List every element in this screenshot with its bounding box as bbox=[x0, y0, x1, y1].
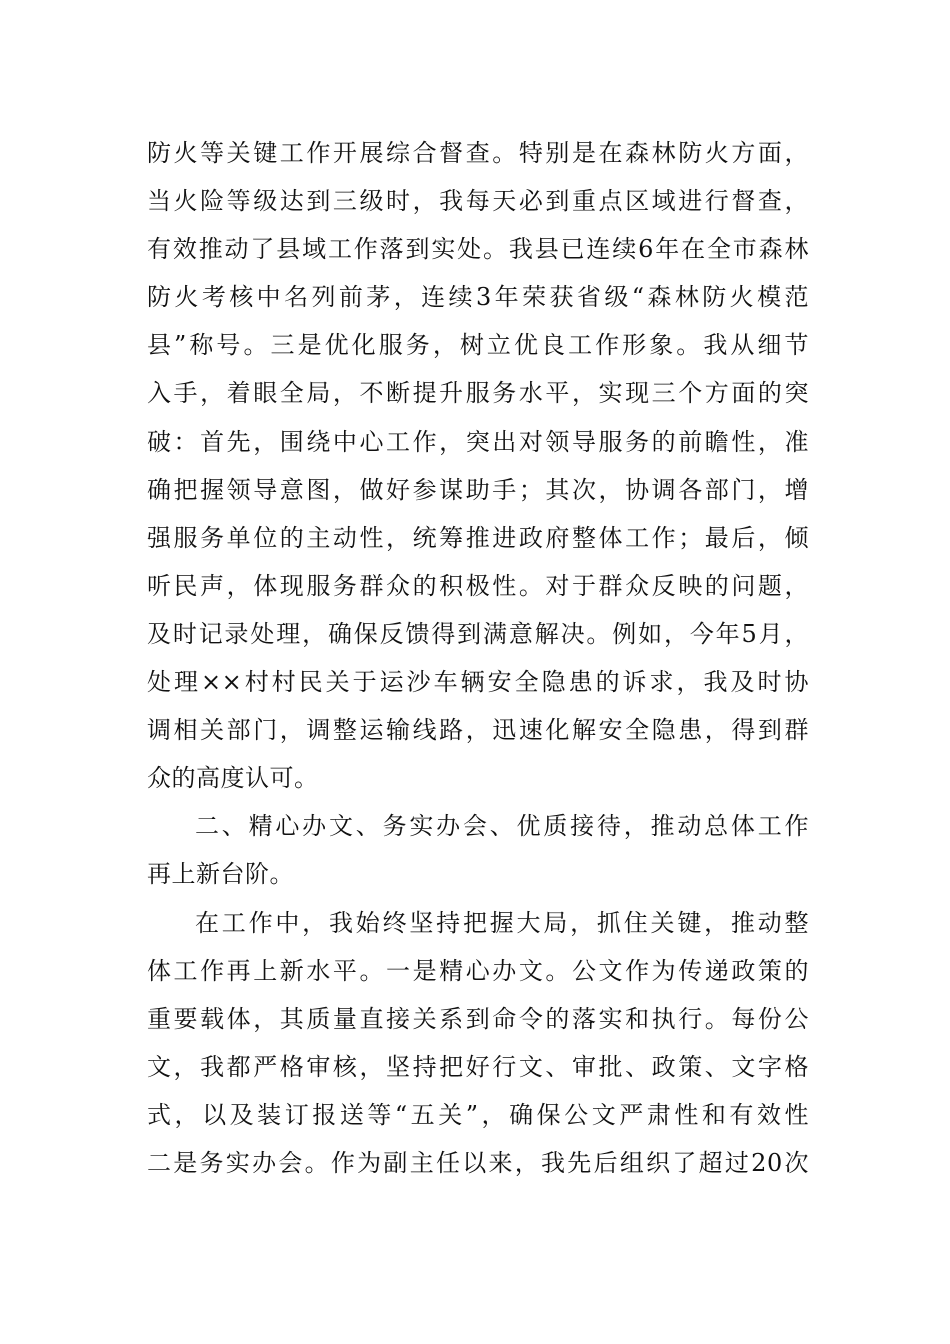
text-line: 破：首先，围绕中心工作，突出对领导服务的前瞻性，准 bbox=[147, 427, 809, 456]
text-line: 有效推动了县域工作落到实处。我县已连续6年在全市森林 bbox=[147, 235, 809, 264]
text-line: 调相关部门，调整运输线路，迅速化解安全隐患，得到群 bbox=[147, 716, 809, 745]
text-line: 二是务实办会。作为副主任以来，我先后组织了超过20次 bbox=[147, 1148, 809, 1177]
text-line: 处理××村村民关于运沙车辆安全隐患的诉求，我及时协 bbox=[147, 668, 809, 697]
text-line: 文，我都严格审核，坚持把好行文、审批、政策、文字格 bbox=[147, 1052, 809, 1081]
text-line: 防火等关键工作开展综合督查。特别是在森林防火方面， bbox=[147, 139, 809, 167]
text-line: 强服务单位的主动性，统筹推进政府整体工作；最后，倾 bbox=[147, 523, 809, 552]
text-line: 体工作再上新水平。一是精心办文。公文作为传递政策的 bbox=[147, 956, 809, 985]
text-line: 入手，着眼全局，不断提升服务水平，实现三个方面的突 bbox=[147, 379, 809, 408]
text-line: 听民声，体现服务群众的积极性。对于群众反映的问题， bbox=[147, 571, 809, 600]
text-line: 在工作中，我始终坚持把握大局，抓住关键，推动整 bbox=[195, 908, 809, 937]
text-line: 式，以及装订报送等“五关”，确保公文严肃性和有效性 bbox=[147, 1100, 809, 1129]
text-line: 重要载体，其质量直接关系到命令的落实和执行。每份公 bbox=[147, 1004, 809, 1033]
section-heading-line: 二、精心办文、务实办会、优质接待，推动总体工作 bbox=[195, 812, 809, 841]
text-line: 确把握领导意图，做好参谋助手；其次，协调各部门，增 bbox=[147, 475, 809, 504]
document-body bbox=[147, 129, 809, 1187]
section-heading-line: 再上新台阶。 bbox=[147, 860, 294, 889]
text-line: 及时记录处理，确保反馈得到满意解决。例如，今年5月， bbox=[147, 619, 809, 648]
text-line: 当火险等级达到三级时，我每天必到重点区域进行督查， bbox=[147, 187, 809, 216]
text-line: 防火考核中名列前茅，连续3年荣获省级“森林防火模范 bbox=[147, 283, 809, 312]
text-line: 众的高度认可。 bbox=[147, 764, 319, 793]
text-line: 县”称号。三是优化服务，树立优良工作形象。我从细节 bbox=[147, 331, 809, 360]
